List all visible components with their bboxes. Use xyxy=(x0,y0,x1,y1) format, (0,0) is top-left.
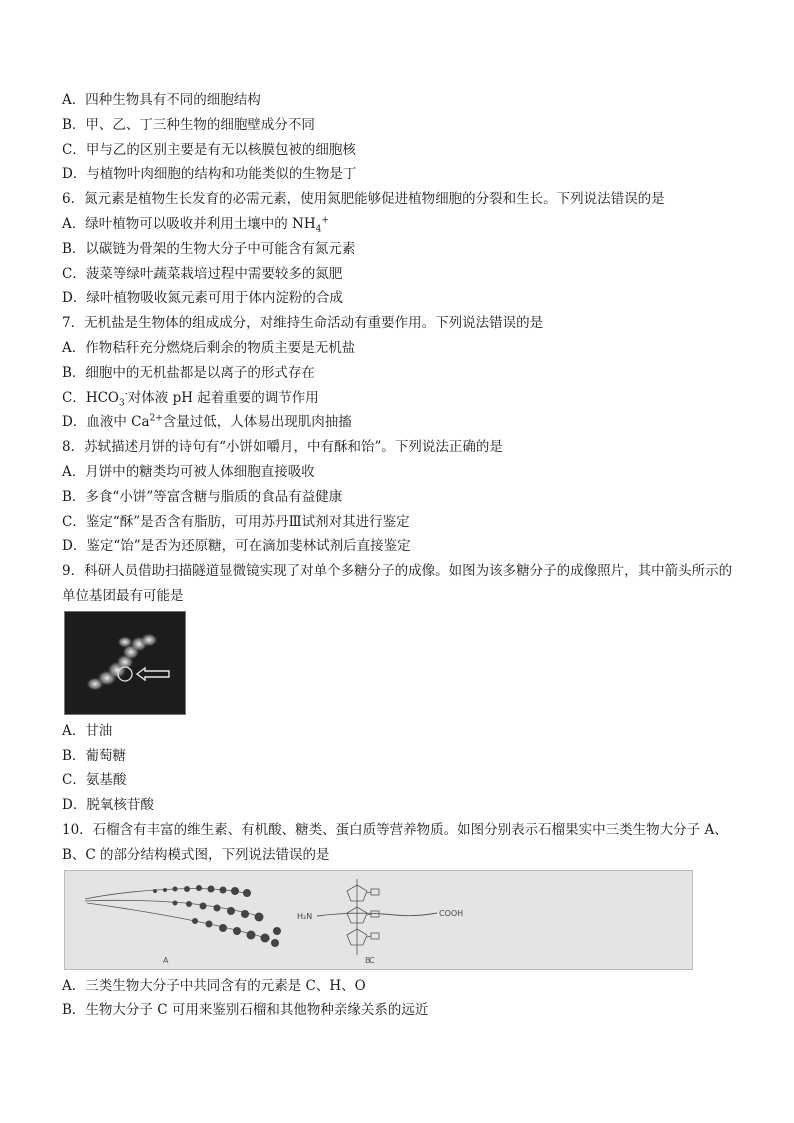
q7-stem: 7．无机盐是生物体的组成成分，对维持生命活动有重要作用。下列说法错误的是 xyxy=(62,315,544,332)
fig-label-h2n: H₂N xyxy=(297,911,313,921)
q7-option-d xyxy=(62,410,738,435)
q7-option-d-sup: 2+ xyxy=(149,413,163,424)
fig-label-c: C xyxy=(369,955,375,965)
q9-option-a: A．甘油 xyxy=(62,722,113,739)
q5-options xyxy=(62,88,738,187)
q7-option-c-post: 对体液 pH 起着重要的调节作用 xyxy=(127,389,319,406)
q6-option-a-text: A．绿叶植物可以吸收并利用土壤中的 NH xyxy=(62,215,316,232)
q8-option-a: A．月饼中的糖类均可被人体细胞直接吸收 xyxy=(62,463,315,480)
q6-option-a-sub: 4 xyxy=(315,224,322,235)
q7-option-c xyxy=(62,386,738,411)
macromolecule-diagram xyxy=(65,871,692,969)
question-8 xyxy=(62,435,738,559)
q7-option-c-sub: 3 xyxy=(119,398,125,409)
q10-stem: 10．石榴含有丰富的维生素、有机酸、糖类、蛋白质等营养物质。如图分别表示石榴果实中三类生物大分子 A、B、C 的部分结构模式图，下列说法错误的是 xyxy=(62,821,728,863)
q6-option-a xyxy=(62,212,738,237)
stm-micrograph-image xyxy=(65,612,185,714)
question-9 xyxy=(62,559,738,818)
q8-option-c: C．鉴定“酥”是否含有脂肪，可用苏丹Ⅲ试剂对其进行鉴定 xyxy=(62,513,410,530)
q7-option-d-pre: D．血液中 Ca xyxy=(62,414,150,431)
question-7 xyxy=(62,311,738,435)
question-10 xyxy=(62,818,738,1023)
q5-option-a: A．四种生物具有不同的细胞结构 xyxy=(62,92,261,108)
q8-stem: 8．苏轼描述月饼的诗句有“小饼如嚼月，中有酥和饴”。下列说法正确的是 xyxy=(62,439,503,456)
q7-option-b: B．细胞中的无机盐都是以离子的形式存在 xyxy=(62,364,315,381)
q6-stem: 6．氮元素是植物生长发育的必需元素，使用氮肥能够促进植物细胞的分裂和生长。下列说法错误的是 xyxy=(62,191,665,208)
q6-option-d: D．绿叶植物吸收氮元素可用于体内淀粉的合成 xyxy=(62,290,343,307)
stm-micrograph-figure xyxy=(64,611,186,715)
q6-option-b: B．以碳链为骨架的生物大分子中可能含有氮元素 xyxy=(62,240,356,257)
q6-option-a-sup: + xyxy=(321,215,329,226)
q10-option-a: A．三类生物大分子中共同含有的元素是 C、H、O xyxy=(62,977,366,994)
q6-option-c: C．菠菜等绿叶蔬菜栽培过程中需要较多的氮肥 xyxy=(62,265,343,282)
q9-option-c: C．氨基酸 xyxy=(62,772,127,789)
q7-option-c-pre: C．HCO xyxy=(62,389,119,406)
macromolecule-structure-figure xyxy=(64,870,693,970)
q7-option-c-sup: - xyxy=(124,389,128,400)
q5-option-b: B．甲、乙、丁三种生物的细胞壁成分不同 xyxy=(62,116,315,133)
q9-option-b: B．葡萄糖 xyxy=(62,747,126,764)
q7-option-a: A．作物秸秆充分燃烧后剩余的物质主要是无机盐 xyxy=(62,339,356,356)
fig-label-b: B xyxy=(365,955,371,965)
q8-option-d: D．鉴定“饴”是否为还原糖，可在滴加斐林试剂后直接鉴定 xyxy=(62,538,411,555)
fig-label-a: A xyxy=(163,955,169,965)
q10-option-b: B．生物大分子 C 可用来鉴别石榴和其他物种亲缘关系的远近 xyxy=(62,1002,429,1019)
q7-option-d-post: 含量过低，人体易出现肌肉抽搐 xyxy=(162,414,352,431)
exam-page xyxy=(62,88,738,1023)
q8-option-b: B．多食“小饼”等富含糖与脂质的食品有益健康 xyxy=(62,488,343,505)
q9-stem: 9．科研人员借助扫描隧道显微镜实现了对单个多糖分子的成像。如图为该多糖分子的成像照片，其中箭头所示的单位基团最有可能是 xyxy=(62,563,733,604)
fig-label-cooh: COOH xyxy=(439,908,464,918)
q5-option-c: C．甲与乙的区别主要是有无以核膜包被的细胞核 xyxy=(62,141,356,158)
q9-option-d: D．脱氧核苷酸 xyxy=(62,797,154,814)
question-6 xyxy=(62,187,738,311)
q5-option-d: D．与植物叶肉细胞的结构和功能类似的生物是丁 xyxy=(62,166,357,183)
